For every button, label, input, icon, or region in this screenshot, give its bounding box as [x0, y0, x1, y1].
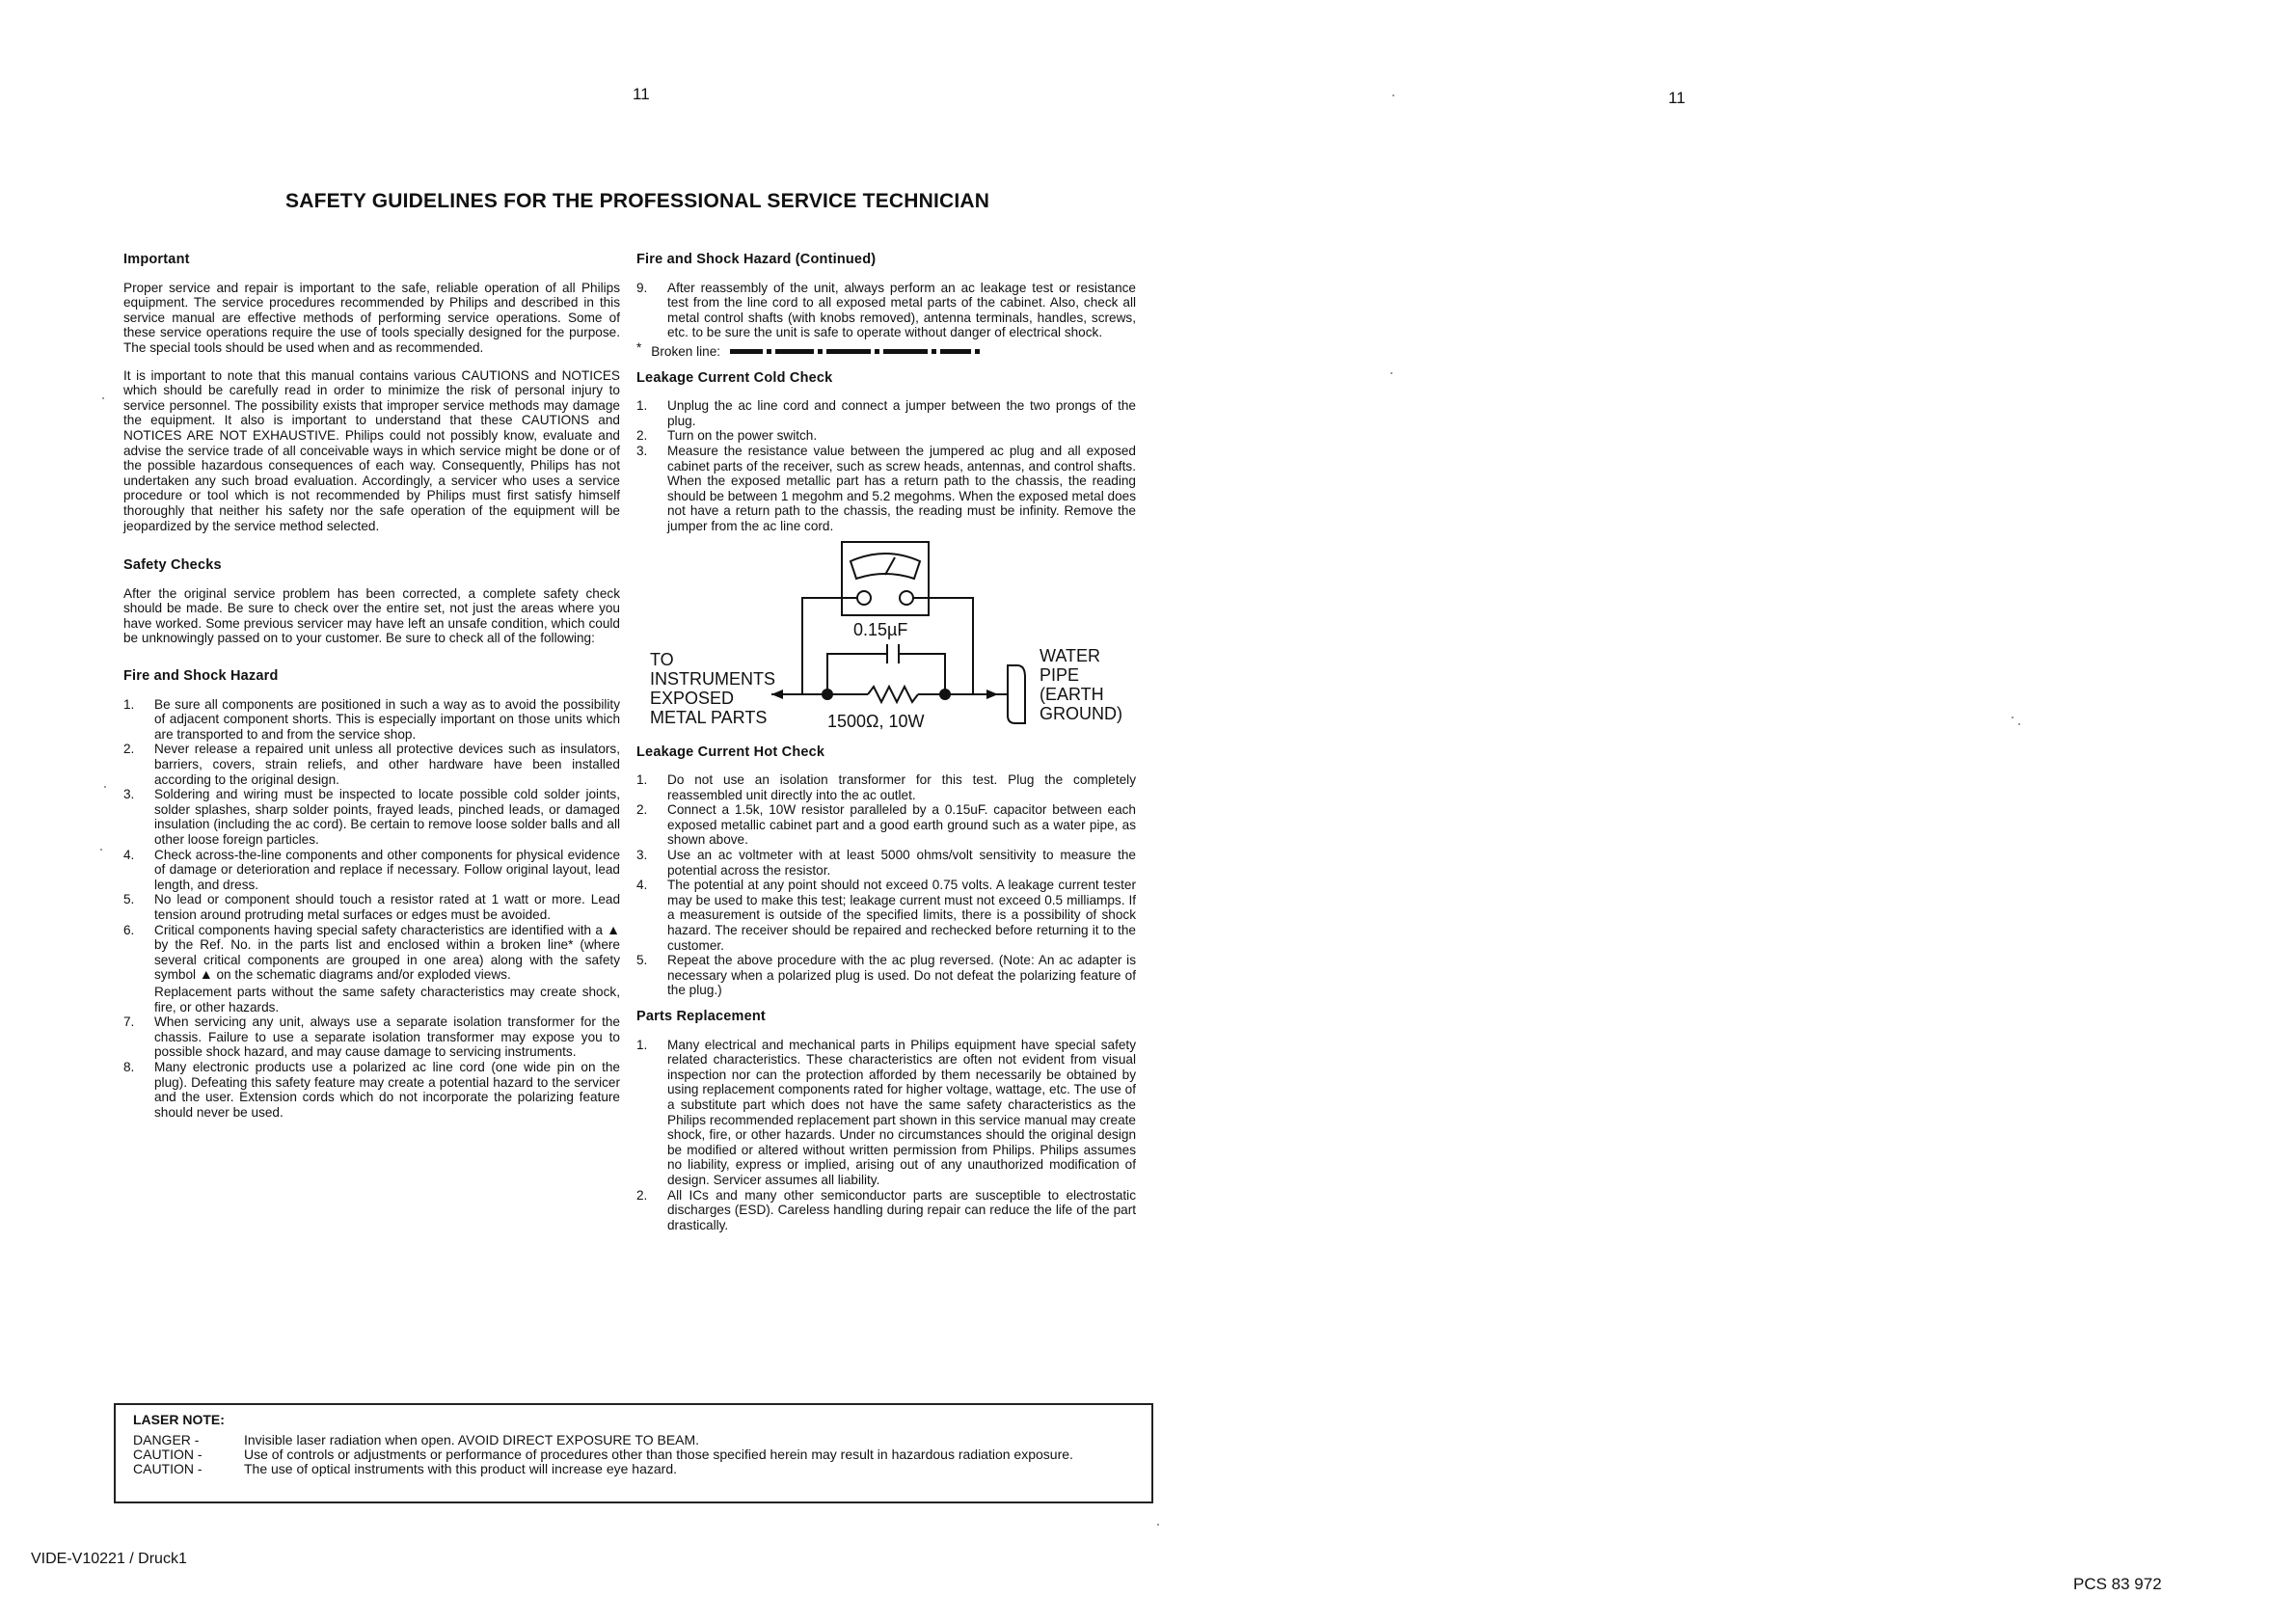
label-line: GROUND) — [1040, 703, 1122, 723]
list-item — [636, 772, 1136, 802]
scan-speck — [1392, 95, 1394, 96]
item-text: Do not use an isolation transformer for this test. Plug the completely reassembled unit directly into the ac outlet. — [667, 772, 1136, 802]
list-item — [636, 848, 1136, 878]
important-heading: Important — [123, 252, 190, 267]
warning-triangle-icon: ▲ — [199, 966, 213, 983]
broken-line-label: Broken line: — [651, 343, 721, 359]
laser-note-row — [133, 1462, 1134, 1476]
item-number: 3. — [123, 787, 135, 802]
laser-note-label: CAUTION - — [133, 1461, 203, 1476]
hot-check-list — [636, 772, 1136, 998]
item-number: 9. — [636, 280, 648, 295]
scan-speck — [1391, 372, 1392, 374]
item-number: 1. — [636, 398, 648, 414]
item-number: 5. — [123, 892, 135, 907]
label-line: PIPE — [1040, 664, 1080, 685]
item-text: Critical components having special safety characteristics are identified with a — [154, 922, 603, 937]
wire — [827, 654, 887, 694]
list-item — [636, 398, 1136, 428]
label-line: (EARTH — [1040, 684, 1104, 704]
item-text: on the schematic diagrams and/or exploded views. — [216, 967, 511, 983]
laser-note-row — [133, 1447, 1134, 1462]
laser-note-label: DANGER - — [133, 1432, 200, 1447]
leakage-test-diagram — [636, 540, 1136, 738]
list-item — [123, 697, 620, 743]
item-text: Turn on the power switch. — [667, 428, 818, 444]
item-subparagraph: Replacement parts without the same safety characteristics may create shock, fire, or other hazards. — [154, 984, 620, 1014]
instruments-label — [650, 650, 775, 727]
item-text: Measure the resistance value between the jumpered ac plug and all exposed cabinet parts of the receiver, such as screw heads, antennas, and control shafts. When the exposed metallic part has a return path to the chassis, the reading should be between 1 megohm and 5.2 megohms. When the exposed metal does not have a return path to the chassis, the reading must be infinity. Remove the jumper from the ac line cord. — [667, 443, 1136, 533]
meter-dial — [851, 554, 920, 579]
wire — [802, 598, 842, 694]
water-pipe — [1008, 665, 1025, 723]
item-text: Use an ac voltmeter with at least 5000 ohms/volt sensitivity to measure the potential across the resistor. — [667, 848, 1136, 878]
junction-dot — [822, 689, 833, 700]
laser-note-label: CAUTION - — [133, 1447, 203, 1462]
arrow-right — [986, 690, 998, 699]
middle-column — [636, 253, 1136, 1244]
list-item — [123, 892, 620, 922]
list-item — [636, 1188, 1136, 1233]
laser-note-text: Invisible laser radiation when open. AVOID DIRECT EXPOSURE TO BEAM. — [244, 1432, 700, 1447]
list-item — [636, 802, 1136, 848]
item-number: 2. — [636, 1187, 648, 1203]
hot-check-heading: Leakage Current Hot Check — [636, 744, 825, 760]
item-text: When servicing any unit, always use a separate isolation transformer for the chassis. Failure to use a separate isolation transformer may expose you to possible shock hazard, and may cause damage to servicing instruments. — [154, 1014, 620, 1060]
list-item — [636, 428, 1136, 444]
warning-triangle-icon: ▲ — [607, 921, 620, 937]
item-text: Repeat the above procedure with the ac plug reversed. (Note: An ac adapter is necessary when a polarized plug is used. Do not defeat the polarizing feature of the plug.) — [667, 953, 1136, 998]
page-number-left: 11 — [633, 85, 650, 103]
safety-checks-paragraph: After the original service problem has been corrected, a complete safety check should be made. Be sure to check over the entire set, not just the areas where you have worked. Some previous servicer may have left an unsafe condition, which could be unknowingly passed on to your customer. Be sure to check all of the following: — [123, 585, 620, 646]
scan-speck — [2012, 717, 2013, 718]
item-text: Connect a 1.5k, 10W resistor paralleled by a 0.15uF. capacitor between each exposed metallic cabinet part and a good earth ground such as a water pipe, as shown above. — [667, 802, 1136, 848]
list-item — [636, 1038, 1136, 1188]
list-item — [636, 444, 1136, 534]
item-text: All ICs and many other semiconductor parts are susceptible to electrostatic discharges (ESD). Careless handling during repair can reduce the life of the part drastically. — [667, 1187, 1136, 1232]
list-item — [123, 787, 620, 847]
item-number: 1. — [636, 772, 648, 788]
item-number: 1. — [636, 1037, 648, 1052]
item-text: Soldering and wiring must be inspected to locate possible cold solder joints, solder splashes, sharp solder points, frayed leads, pinched leads, or damaged insulation (including the ac cord). Be certain to remove loose solder balls and all other loose foreign particles. — [154, 787, 620, 847]
list-item — [123, 1060, 620, 1120]
item-number: 4. — [636, 878, 648, 893]
water-pipe-label — [1040, 646, 1122, 723]
item-text: No lead or component should touch a resistor rated at 1 watt or more. Lead tension around protruding metal surfaces or edges must be avoided. — [154, 892, 620, 922]
item-number: 3. — [636, 848, 648, 863]
item-text: The potential at any point should not exceed 0.75 volts. A leakage current tester may be used to make this test; leakage current must not exceed 0.5 milliamps. If a measurement is outside of the specified limits, there is a possibility of shock hazard. The receiver should be repaired and rechecked before returning it to the customer. — [667, 878, 1136, 953]
item-text: After reassembly of the unit, always perform an ac leakage test or resistance test from the line cord to all exposed metal parts of the cabinet. Also, check all metal control shafts (with knobs removed), antenna terminals, handles, screws, etc. to be sure the unit is safe to operate without danger of electrical shock. — [667, 280, 1136, 340]
item-number: 5. — [636, 953, 648, 968]
list-item — [123, 848, 620, 893]
item-number: 2. — [636, 802, 648, 818]
scan-speck — [1157, 1524, 1159, 1526]
list-item — [636, 953, 1136, 998]
meter-needle — [885, 557, 895, 575]
junction-dot — [939, 689, 951, 700]
laser-note-text: The use of optical instruments with this product will increase eye hazard. — [244, 1461, 677, 1476]
list-item — [636, 281, 1136, 340]
page-title: SAFETY GUIDELINES FOR THE PROFESSIONAL SERVICE TECHNICIAN — [285, 190, 990, 212]
laser-note-text: Use of controls or adjustments or performance of procedures other than those specified herein may result in hazardous radiation exposure. — [244, 1447, 1073, 1462]
laser-note-box — [114, 1403, 1153, 1503]
label-line: INSTRUMENTS — [650, 668, 775, 689]
scan-speck — [102, 397, 104, 399]
item-number: 8. — [123, 1059, 135, 1074]
scan-speck — [100, 849, 102, 851]
page-number-right: 11 — [1668, 89, 1686, 107]
fire-shock-list — [123, 697, 620, 1121]
item-text: Unplug the ac line cord and connect a jumper between the two prongs of the plug. — [667, 398, 1136, 428]
fire-shock-heading: Fire and Shock Hazard — [123, 668, 279, 685]
item-number: 2. — [123, 742, 135, 757]
footer-part-number: PCS 83 972 — [2073, 1575, 2162, 1593]
fire-shock-continued-heading: Fire and Shock Hazard (Continued) — [636, 252, 877, 267]
item-text: Check across-the-line components and other components for physical evidence of damage or deterioration and replace if necessary. Follow original layout, lead length, and dress. — [154, 847, 620, 892]
label-line: METAL PARTS — [650, 707, 768, 727]
resistor-label: 1500Ω, 10W — [827, 711, 925, 731]
wire — [929, 598, 973, 694]
item-text: Many electrical and mechanical parts in Philips equipment have special safety related characteristics. These characteristics are often not evident from visual inspection nor can the protection afforded by them necessarily be obtained by using replacement components rated for higher voltage, wattage, etc. The use of a substitute part which does not have the same safety characteristics as the Philips recommended replacement part shown in this service manual may create shock, fire, or other hazards. Under no circumstances should the original design be modified or altered without written permission from Philips. Philips assumes no liability, express or implied, arising out of any unauthorized modification of design. Servicer assumes all liability. — [667, 1037, 1136, 1187]
safety-checks-heading: Safety Checks — [123, 557, 222, 574]
left-column — [123, 253, 620, 1120]
item-text: Many electronic products use a polarized ac line cord (one wide pin on the plug). Defeating this safety feature may create a potential hazard to the servicer and the user. Extension cords which do not incorporate the polarizing feature should never be used. — [154, 1059, 620, 1120]
label-line: EXPOSED — [650, 688, 735, 708]
item-number: 3. — [636, 443, 648, 458]
capacitor-label: 0.15µF — [853, 619, 908, 639]
item-text: Be sure all components are positioned in such a way as to avoid the possibility of adjacent component shorts. This is especially important on those units which are transported to and from the service shop. — [154, 696, 620, 742]
broken-line-sample — [730, 349, 980, 354]
scan-speck — [104, 786, 106, 788]
scan-speck — [2018, 723, 2020, 725]
cold-check-heading: Leakage Current Cold Check — [636, 369, 833, 386]
list-item — [123, 923, 620, 1015]
cold-check-list — [636, 398, 1136, 533]
resistor-zigzag — [868, 687, 918, 702]
item-text: by the Ref. No. in the parts list and enclosed within a broken line* (where several critical components are grouped in one area) along with the safety symbol — [154, 937, 620, 983]
item-number: 7. — [123, 1014, 135, 1030]
label-line: TO — [650, 649, 674, 669]
parts-replacement-list — [636, 1038, 1136, 1233]
important-paragraph-2: It is important to note that this manual contains various CAUTIONS and NOTICES which should be carefully read in order to minimize the risk of personal injury to service personnel. The possibility exists that improper service methods may damage the equipment. It also is important to understand that these CAUTIONS and NOTICES ARE NOT EXHAUSTIVE. Philips could not possibly know, evaluate and advise the service trade of all conceivable ways in which service might be done or of the possible hazardous consequences of each way. Consequently, Philips has not undertaken any such broad evaluation. Accordingly, a servicer who uses a service procedure or tool which is not recommended by Philips must first satisfy himself thoroughly that neither his safety nor the safe operation of the equipment will be jeopardized by the service method selected. — [123, 367, 620, 533]
list-item — [123, 1014, 620, 1060]
meter-terminal-right — [900, 591, 913, 605]
important-paragraph-1: Proper service and repair is important to the safe, reliable operation of all Philips equipment. The service procedures recommended by Philips and described in this service manual are effective methods of performing service operations. Some of these service operations require the use of tools specially designed for the purpose. The special tools should be used when and as recommended. — [123, 280, 620, 355]
asterisk: * — [636, 339, 642, 355]
list-item — [123, 742, 620, 787]
meter-terminal-left — [857, 591, 871, 605]
item-number: 1. — [123, 696, 135, 712]
item-number: 6. — [123, 922, 135, 937]
item-text: Never release a repaired unit unless all protective devices such as insulators, barriers, covers, strain reliefs, and other hardware have been installed according to the original design. — [154, 742, 620, 787]
label-line: WATER — [1040, 645, 1100, 665]
item-number: 4. — [123, 847, 135, 862]
item-number: 2. — [636, 428, 648, 444]
broken-line-legend — [636, 339, 1136, 360]
laser-note-row — [133, 1433, 1134, 1447]
parts-replacement-heading: Parts Replacement — [636, 1009, 766, 1024]
list-item — [636, 878, 1136, 953]
laser-note-title: LASER NOTE: — [133, 1412, 225, 1427]
footer-document-id: VIDE-V10221 / Druck1 — [31, 1551, 187, 1567]
fire-shock-continued-list — [636, 281, 1136, 340]
